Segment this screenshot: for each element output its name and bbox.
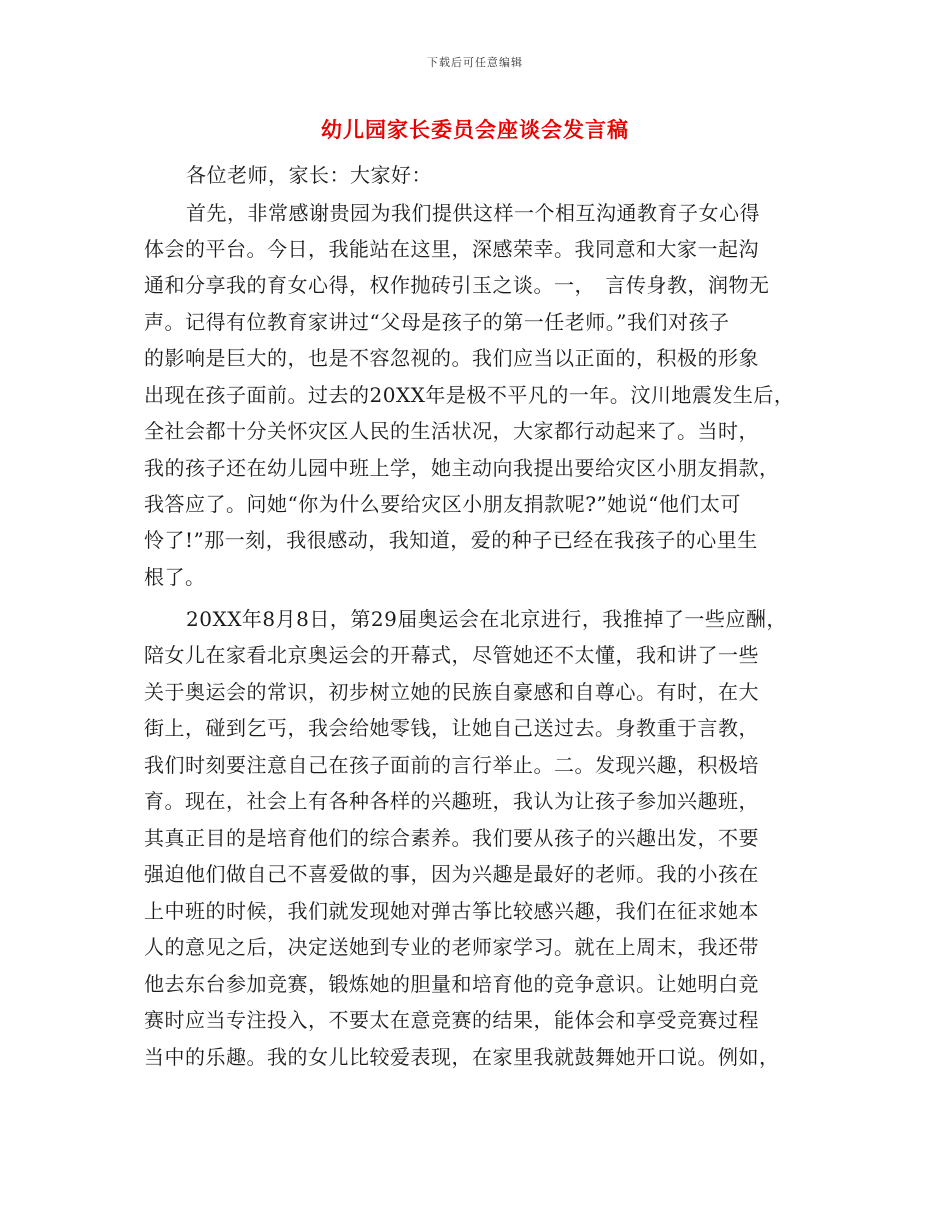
body-line: 育。现在，社会上有各种各样的兴趣班，我认为让孩子参加兴趣班， (144, 789, 759, 813)
greeting-line: 各位老师，家长：大家好： (186, 163, 432, 187)
body-line: 街上，碰到乞丐，我会给她零钱，让她自己送过去。身教重于言教， (144, 716, 759, 740)
body-line: 人的意见之后，决定送她到专业的老师家学习。就在上周末，我还带 (144, 935, 759, 959)
body-line: 声。记得有位教育家讲过“父母是孩子的第一任老师。”我们对孩子 (144, 310, 730, 334)
body-line: 我的孩子还在幼儿园中班上学，她主动向我提出要给灾区小朋友捐款， (144, 456, 780, 480)
body-line: 首先，非常感谢贵园为我们提供这样一个相互沟通教育子女心得 (186, 201, 760, 225)
body-line: 他去东台参加竞赛，锻炼她的胆量和培育他的竞争意识。让她明白竞 (144, 972, 759, 996)
body-line: 根了。 (144, 565, 206, 589)
body-line: 20XX年8月8日，第29届奥运会在北京进行，我推掉了一些应酬， (186, 607, 787, 631)
body-line: 体会的平台。今日，我能站在这里，深感荣幸。我同意和大家一起沟 (144, 237, 759, 261)
body-line: 其真正目的是培育他们的综合素养。我们要从孩子的兴趣出发，不要 (144, 826, 759, 850)
body-line: 怜了!”那一刻，我很感动，我知道，爱的种子已经在我孩子的心里生 (144, 528, 758, 552)
body-line: 当中的乐趣。我的女儿比较爱表现，在家里我就鼓舞她开口说。例如， (144, 1045, 780, 1069)
body-line: 我答应了。问她“你为什么要给灾区小朋友捐款呢?”她说“他们太可 (144, 492, 741, 516)
body-line: 上中班的时候，我们就发现她对弹古筝比较感兴趣，我们在征求她本 (144, 899, 759, 923)
body-line: 全社会都十分关怀灾区人民的生活状况，大家都行动起来了。当时， (144, 419, 759, 443)
body-line: 通和分享我的育女心得，权作抛砖引玉之谈。一， 言传身教，润物无 (144, 273, 770, 297)
page-header: 下载后可任意编辑 (427, 56, 523, 69)
body-line: 强迫他们做自己不喜爱做的事，因为兴趣是最好的老师。我的小孩在 (144, 862, 759, 886)
document-title: 幼儿园家长委员会座谈会发言稿 (321, 117, 629, 142)
body-line: 关于奥运会的常识，初步树立她的民族自豪感和自尊心。有时，在大 (144, 680, 759, 704)
body-line: 的影响是巨大的，也是不容忽视的。我们应当以正面的，积极的形象 (144, 346, 759, 370)
body-line: 我们时刻要注意自己在孩子面前的言行举止。二。发现兴趣，积极培 (144, 753, 759, 777)
body-line: 陪女儿在家看北京奥运会的开幕式，尽管她还不太懂，我和讲了一些 (144, 643, 759, 667)
body-line: 赛时应当专注投入，不要太在意竞赛的结果，能体会和享受竞赛过程 (144, 1008, 759, 1032)
body-line: 出现在孩子面前。过去的20XX年是极不平凡的一年。汶川地震发生后， (144, 383, 795, 407)
